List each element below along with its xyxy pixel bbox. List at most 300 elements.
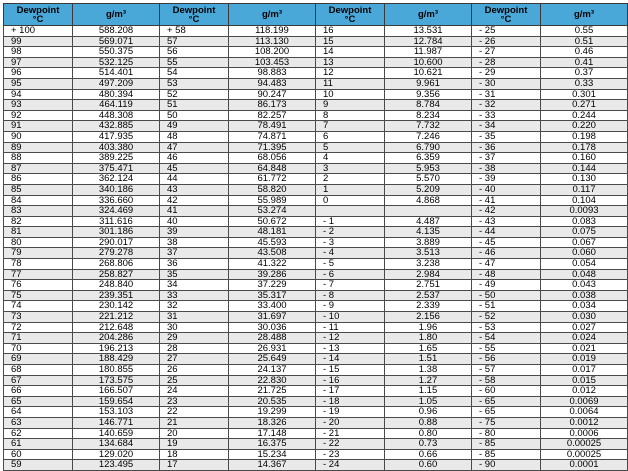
grams-per-cubic-meter-cell: 4.487 <box>385 216 472 227</box>
dewpoint-table-container <box>3 3 602 471</box>
grams-per-cubic-meter-cell: 464.119 <box>73 100 160 111</box>
grams-per-cubic-meter-cell: 0.244 <box>541 110 628 121</box>
dewpoint-cell: 16 <box>316 26 385 37</box>
dewpoint-cell: 13 <box>316 57 385 68</box>
dewpoint-cell: - 24 <box>316 460 385 471</box>
grams-per-cubic-meter-cell: 569.071 <box>73 36 160 47</box>
grams-per-cubic-meter-cell: 0.067 <box>541 237 628 248</box>
grams-per-cubic-meter-cell: 98.883 <box>229 68 316 79</box>
dewpoint-cell: 39 <box>160 227 229 238</box>
grams-per-cubic-meter-cell: 5.209 <box>385 184 472 195</box>
dewpoint-cell: 95 <box>4 78 73 89</box>
grams-per-cubic-meter-cell: 362.124 <box>73 174 160 185</box>
grams-per-cubic-meter-cell: 301.186 <box>73 227 160 238</box>
grams-per-cubic-meter-cell: 0.41 <box>541 57 628 68</box>
dewpoint-cell: 71 <box>4 333 73 344</box>
grams-per-cubic-meter-cell: 4.868 <box>385 195 472 206</box>
dewpoint-cell: 25 <box>160 375 229 386</box>
grams-per-cubic-meter-cell: 432.885 <box>73 121 160 132</box>
table-row <box>4 386 628 397</box>
dewpoint-cell: 21 <box>160 417 229 428</box>
dewpoint-cell: 99 <box>4 36 73 47</box>
dewpoint-cell: - 17 <box>316 386 385 397</box>
dewpoint-cell: - 33 <box>472 110 541 121</box>
dewpoint-cell: 52 <box>160 89 229 100</box>
grams-per-cubic-meter-cell: 0.00025 <box>541 449 628 460</box>
table-row <box>4 417 628 428</box>
grams-per-cubic-meter-cell: 12.784 <box>385 36 472 47</box>
dewpoint-cell: 50 <box>160 110 229 121</box>
header-unit: °C <box>188 13 200 25</box>
dewpoint-cell: 35 <box>160 269 229 280</box>
grams-per-cubic-meter-cell: 0.271 <box>541 100 628 111</box>
dewpoint-cell: 40 <box>160 216 229 227</box>
dewpoint-cell: 84 <box>4 195 73 206</box>
table-row <box>4 47 628 58</box>
dewpoint-cell: - 60 <box>472 386 541 397</box>
dewpoint-cell: - 52 <box>472 312 541 323</box>
header-grams-per-cubic-meter <box>73 4 160 26</box>
grams-per-cubic-meter-cell: 41.322 <box>229 259 316 270</box>
grams-per-cubic-meter-cell: 196.213 <box>73 343 160 354</box>
dewpoint-cell: - 39 <box>472 174 541 185</box>
grams-per-cubic-meter-cell: 123.495 <box>73 460 160 471</box>
dewpoint-cell: 19 <box>160 439 229 450</box>
header-grams-per-cubic-meter <box>385 4 472 26</box>
table-row <box>4 449 628 460</box>
grams-per-cubic-meter-cell: 68.056 <box>229 153 316 164</box>
grams-per-cubic-meter-cell: 1.05 <box>385 396 472 407</box>
header-grams-per-cubic-meter <box>229 4 316 26</box>
grams-per-cubic-meter-cell: 268.806 <box>73 259 160 270</box>
table-row <box>4 121 628 132</box>
header-label: Dewpoint <box>172 4 216 16</box>
dewpoint-cell: 32 <box>160 301 229 312</box>
grams-per-cubic-meter-cell: 4.135 <box>385 227 472 238</box>
grams-per-cubic-meter-cell: 448.308 <box>73 110 160 121</box>
dewpoint-cell: 3 <box>316 163 385 174</box>
grams-per-cubic-meter-cell: 0.46 <box>541 47 628 58</box>
grams-per-cubic-meter-cell: 480.394 <box>73 89 160 100</box>
grams-per-cubic-meter-cell: 188.429 <box>73 354 160 365</box>
dewpoint-cell: - 31 <box>472 89 541 100</box>
grams-per-cubic-meter-cell: 1.96 <box>385 322 472 333</box>
grams-per-cubic-meter-cell: 61.772 <box>229 174 316 185</box>
grams-per-cubic-meter-cell: 7.246 <box>385 131 472 142</box>
grams-per-cubic-meter-cell: 417.935 <box>73 131 160 142</box>
grams-per-cubic-meter-cell: 10.600 <box>385 57 472 68</box>
table-row <box>4 174 628 185</box>
dewpoint-cell: - 11 <box>316 322 385 333</box>
dewpoint-cell: 60 <box>4 449 73 460</box>
dewpoint-cell: - 27 <box>472 47 541 58</box>
dewpoint-cell: 5 <box>316 142 385 153</box>
dewpoint-cell: 49 <box>160 121 229 132</box>
grams-per-cubic-meter-cell: 0.117 <box>541 184 628 195</box>
table-row <box>4 216 628 227</box>
dewpoint-cell: - 9 <box>316 301 385 312</box>
grams-per-cubic-meter-cell: 1.51 <box>385 354 472 365</box>
table-row <box>4 36 628 47</box>
grams-per-cubic-meter-cell: 71.395 <box>229 142 316 153</box>
dewpoint-cell: 20 <box>160 428 229 439</box>
grams-per-cubic-meter-cell: 15.234 <box>229 449 316 460</box>
dewpoint-cell: - 41 <box>472 195 541 206</box>
dewpoint-cell: 90 <box>4 131 73 142</box>
dewpoint-cell: - 51 <box>472 301 541 312</box>
grams-per-cubic-meter-cell: 389.225 <box>73 153 160 164</box>
dewpoint-cell: - 75 <box>472 417 541 428</box>
grams-per-cubic-meter-cell: 1.15 <box>385 386 472 397</box>
grams-per-cubic-meter-cell: 0.0006 <box>541 428 628 439</box>
dewpoint-cell: - 15 <box>316 365 385 376</box>
table-row <box>4 68 628 79</box>
dewpoint-cell: 74 <box>4 301 73 312</box>
dewpoint-cell: 85 <box>4 184 73 195</box>
grams-per-cubic-meter-cell: 37.229 <box>229 280 316 291</box>
dewpoint-cell: 68 <box>4 365 73 376</box>
grams-per-cubic-meter-cell: 0.66 <box>385 449 472 460</box>
header-label: g/m³ <box>261 9 283 20</box>
grams-per-cubic-meter-cell: 9.961 <box>385 78 472 89</box>
dewpoint-cell: - 58 <box>472 375 541 386</box>
dewpoint-cell: - 6 <box>316 269 385 280</box>
dewpoint-cell: 92 <box>4 110 73 121</box>
grams-per-cubic-meter-cell: 10.621 <box>385 68 472 79</box>
dewpoint-cell: - 40 <box>472 184 541 195</box>
table-row <box>4 396 628 407</box>
grams-per-cubic-meter-cell: 0.060 <box>541 248 628 259</box>
table-row <box>4 110 628 121</box>
header-label: g/m³ <box>573 9 595 20</box>
header-label: Dewpoint <box>16 4 60 16</box>
dewpoint-cell: - 43 <box>472 216 541 227</box>
grams-per-cubic-meter-cell: 3.513 <box>385 248 472 259</box>
table-row <box>4 237 628 248</box>
dewpoint-cell: - 45 <box>472 237 541 248</box>
header-grams-per-cubic-meter <box>541 4 628 26</box>
grams-per-cubic-meter-cell: 0.88 <box>385 417 472 428</box>
dewpoint-cell: 88 <box>4 153 73 164</box>
grams-per-cubic-meter-cell: 90.247 <box>229 89 316 100</box>
grams-per-cubic-meter-cell: 0.0069 <box>541 396 628 407</box>
dewpoint-cell: 31 <box>160 312 229 323</box>
grams-per-cubic-meter-cell: 336.660 <box>73 195 160 206</box>
dewpoint-cell: 65 <box>4 396 73 407</box>
grams-per-cubic-meter-cell: 258.827 <box>73 269 160 280</box>
dewpoint-cell: - 26 <box>472 36 541 47</box>
dewpoint-cell: 57 <box>160 36 229 47</box>
dewpoint-cell: 67 <box>4 375 73 386</box>
grams-per-cubic-meter-cell: 11.987 <box>385 47 472 58</box>
dewpoint-cell: 96 <box>4 68 73 79</box>
dewpoint-cell: 23 <box>160 396 229 407</box>
grams-per-cubic-meter-cell: 0.0001 <box>541 460 628 471</box>
dewpoint-cell: - 19 <box>316 407 385 418</box>
dewpoint-cell: 38 <box>160 237 229 248</box>
dewpoint-cell: 11 <box>316 78 385 89</box>
dewpoint-cell: 63 <box>4 417 73 428</box>
table-row <box>4 333 628 344</box>
grams-per-cubic-meter-cell: 14.367 <box>229 460 316 471</box>
grams-per-cubic-meter-cell: 0.73 <box>385 439 472 450</box>
grams-per-cubic-meter-cell: 134.684 <box>73 439 160 450</box>
grams-per-cubic-meter-cell: 30.036 <box>229 322 316 333</box>
dewpoint-cell: - 16 <box>316 375 385 386</box>
table-row <box>4 269 628 280</box>
grams-per-cubic-meter-cell: 0.80 <box>385 428 472 439</box>
header-dewpoint <box>160 4 229 26</box>
header-unit: °C <box>32 13 44 25</box>
table-row <box>4 322 628 333</box>
grams-per-cubic-meter-cell: 25.649 <box>229 354 316 365</box>
grams-per-cubic-meter-cell: 48.181 <box>229 227 316 238</box>
table-row <box>4 375 628 386</box>
grams-per-cubic-meter-cell: 1.80 <box>385 333 472 344</box>
grams-per-cubic-meter-cell: 140.659 <box>73 428 160 439</box>
dewpoint-cell: - 42 <box>472 206 541 217</box>
grams-per-cubic-meter-cell: 103.453 <box>229 57 316 68</box>
grams-per-cubic-meter-cell: 5.953 <box>385 163 472 174</box>
dewpoint-cell: 30 <box>160 322 229 333</box>
grams-per-cubic-meter-cell: 39.286 <box>229 269 316 280</box>
grams-per-cubic-meter-cell: 24.137 <box>229 365 316 376</box>
grams-per-cubic-meter-cell: 0.60 <box>385 460 472 471</box>
dewpoint-cell: - 36 <box>472 142 541 153</box>
grams-per-cubic-meter-cell: 0.017 <box>541 365 628 376</box>
table-row <box>4 131 628 142</box>
grams-per-cubic-meter-cell: 1.65 <box>385 343 472 354</box>
header-label: g/m³ <box>417 9 439 20</box>
dewpoint-cell: 7 <box>316 121 385 132</box>
dewpoint-cell: - 65 <box>472 396 541 407</box>
grams-per-cubic-meter-cell: 55.989 <box>229 195 316 206</box>
dewpoint-cell: 9 <box>316 100 385 111</box>
table-row <box>4 206 628 217</box>
grams-per-cubic-meter-cell: 45.593 <box>229 237 316 248</box>
dewpoint-cell: - 44 <box>472 227 541 238</box>
dewpoint-cell: 14 <box>316 47 385 58</box>
dewpoint-cell: - 29 <box>472 68 541 79</box>
dewpoint-cell: - 32 <box>472 100 541 111</box>
table-row <box>4 290 628 301</box>
grams-per-cubic-meter-cell: 0.96 <box>385 407 472 418</box>
dewpoint-cell: 93 <box>4 100 73 111</box>
table-header <box>4 4 628 26</box>
dewpoint-cell: 34 <box>160 280 229 291</box>
grams-per-cubic-meter-cell: 180.855 <box>73 365 160 376</box>
grams-per-cubic-meter-cell: 64.848 <box>229 163 316 174</box>
dewpoint-cell: 73 <box>4 312 73 323</box>
dewpoint-cell: - 53 <box>472 322 541 333</box>
header-dewpoint <box>472 4 541 26</box>
grams-per-cubic-meter-cell: 13.531 <box>385 26 472 37</box>
grams-per-cubic-meter-cell: 0.51 <box>541 36 628 47</box>
dewpoint-cell: 43 <box>160 184 229 195</box>
grams-per-cubic-meter-cell: 324.469 <box>73 206 160 217</box>
dewpoint-cell: - 12 <box>316 333 385 344</box>
dewpoint-cell: - 80 <box>472 428 541 439</box>
table-row <box>4 142 628 153</box>
grams-per-cubic-meter-cell: 221.212 <box>73 312 160 323</box>
grams-per-cubic-meter-cell: 311.616 <box>73 216 160 227</box>
dewpoint-cell: - 1 <box>316 216 385 227</box>
grams-per-cubic-meter-cell: 2.984 <box>385 269 472 280</box>
dewpoint-cell: 6 <box>316 131 385 142</box>
dewpoint-cell: - 25 <box>472 26 541 37</box>
grams-per-cubic-meter-cell: 532.125 <box>73 57 160 68</box>
grams-per-cubic-meter-cell: 58.820 <box>229 184 316 195</box>
dewpoint-cell: 29 <box>160 333 229 344</box>
table-row <box>4 343 628 354</box>
grams-per-cubic-meter-cell: 113.130 <box>229 36 316 47</box>
dewpoint-cell: 64 <box>4 407 73 418</box>
dewpoint-cell: - 18 <box>316 396 385 407</box>
dewpoint-cell: - 65 <box>472 407 541 418</box>
grams-per-cubic-meter-cell: 118.199 <box>229 26 316 37</box>
table-row <box>4 301 628 312</box>
grams-per-cubic-meter-cell: 31.697 <box>229 312 316 323</box>
table-row <box>4 100 628 111</box>
dewpoint-cell: - 54 <box>472 333 541 344</box>
grams-per-cubic-meter-cell: 3.238 <box>385 259 472 270</box>
header-dewpoint <box>316 4 385 26</box>
header-label: Dewpoint <box>484 4 528 16</box>
dewpoint-cell: + 58 <box>160 26 229 37</box>
table-row <box>4 407 628 418</box>
dewpoint-cell: - 5 <box>316 259 385 270</box>
dewpoint-cell: 76 <box>4 280 73 291</box>
grams-per-cubic-meter-cell: 6.790 <box>385 142 472 153</box>
dewpoint-cell: 78 <box>4 259 73 270</box>
dewpoint-cell: - 23 <box>316 449 385 460</box>
grams-per-cubic-meter-cell: 0.048 <box>541 269 628 280</box>
dewpoint-cell: - 85 <box>472 439 541 450</box>
grams-per-cubic-meter-cell: 0.075 <box>541 227 628 238</box>
grams-per-cubic-meter-cell: 2.156 <box>385 312 472 323</box>
grams-per-cubic-meter-cell: 0.015 <box>541 375 628 386</box>
dewpoint-cell: 15 <box>316 36 385 47</box>
grams-per-cubic-meter-cell: 16.375 <box>229 439 316 450</box>
grams-per-cubic-meter-cell: 173.575 <box>73 375 160 386</box>
grams-per-cubic-meter-cell: 2.751 <box>385 280 472 291</box>
grams-per-cubic-meter-cell: 0.0012 <box>541 417 628 428</box>
dewpoint-cell: 26 <box>160 365 229 376</box>
grams-per-cubic-meter-cell: 0.144 <box>541 163 628 174</box>
dewpoint-cell: 48 <box>160 131 229 142</box>
dewpoint-cell: 55 <box>160 57 229 68</box>
grams-per-cubic-meter-cell: 279.278 <box>73 248 160 259</box>
dewpoint-cell: 51 <box>160 100 229 111</box>
grams-per-cubic-meter-cell: 94.483 <box>229 78 316 89</box>
dewpoint-cell: - 14 <box>316 354 385 365</box>
table-row <box>4 312 628 323</box>
grams-per-cubic-meter-cell: 0.301 <box>541 89 628 100</box>
grams-per-cubic-meter-cell: 7.732 <box>385 121 472 132</box>
grams-per-cubic-meter-cell: 550.375 <box>73 47 160 58</box>
grams-per-cubic-meter-cell: 0.178 <box>541 142 628 153</box>
table-row <box>4 57 628 68</box>
grams-per-cubic-meter-cell: 22.830 <box>229 375 316 386</box>
grams-per-cubic-meter-cell: 74.871 <box>229 131 316 142</box>
dewpoint-cell: 17 <box>160 460 229 471</box>
grams-per-cubic-meter-cell: 248.840 <box>73 280 160 291</box>
dewpoint-cell: 89 <box>4 142 73 153</box>
dewpoint-cell: - 37 <box>472 153 541 164</box>
dewpoint-cell: 37 <box>160 248 229 259</box>
grams-per-cubic-meter-cell: 82.257 <box>229 110 316 121</box>
grams-per-cubic-meter-cell: 230.142 <box>73 301 160 312</box>
dewpoint-cell: 86 <box>4 174 73 185</box>
dewpoint-cell: - 21 <box>316 428 385 439</box>
grams-per-cubic-meter-cell: 514.401 <box>73 68 160 79</box>
grams-per-cubic-meter-cell: 53.274 <box>229 206 316 217</box>
dewpoint-cell: - 57 <box>472 365 541 376</box>
dewpoint-cell: + 100 <box>4 26 73 37</box>
grams-per-cubic-meter-cell: 0.33 <box>541 78 628 89</box>
dewpoint-cell: - 46 <box>472 248 541 259</box>
grams-per-cubic-meter-cell: 0.0064 <box>541 407 628 418</box>
grams-per-cubic-meter-cell: 1.38 <box>385 365 472 376</box>
table-row <box>4 280 628 291</box>
grams-per-cubic-meter-cell: 19.299 <box>229 407 316 418</box>
dewpoint-cell: 24 <box>160 386 229 397</box>
dewpoint-cell: - 30 <box>472 78 541 89</box>
dewpoint-cell: - 35 <box>472 131 541 142</box>
grams-per-cubic-meter-cell: 166.507 <box>73 386 160 397</box>
dewpoint-cell: - 4 <box>316 248 385 259</box>
dewpoint-cell: - 3 <box>316 237 385 248</box>
grams-per-cubic-meter-cell: 403.380 <box>73 142 160 153</box>
grams-per-cubic-meter-cell: 8.234 <box>385 110 472 121</box>
grams-per-cubic-meter-cell: 86.173 <box>229 100 316 111</box>
grams-per-cubic-meter-cell: 340.186 <box>73 184 160 195</box>
table-row <box>4 428 628 439</box>
grams-per-cubic-meter-cell: 0.198 <box>541 131 628 142</box>
dewpoint-cell: 61 <box>4 439 73 450</box>
dewpoint-cell: - 34 <box>472 121 541 132</box>
dewpoint-cell: 1 <box>316 184 385 195</box>
grams-per-cubic-meter-cell: 18.326 <box>229 417 316 428</box>
dewpoint-cell: - 20 <box>316 417 385 428</box>
grams-per-cubic-meter-cell: 0.55 <box>541 26 628 37</box>
dewpoint-cell: 91 <box>4 121 73 132</box>
grams-per-cubic-meter-cell: 2.339 <box>385 301 472 312</box>
dewpoint-cell: 54 <box>160 68 229 79</box>
dewpoint-cell: 79 <box>4 248 73 259</box>
grams-per-cubic-meter-cell: 0.104 <box>541 195 628 206</box>
header-row <box>4 4 628 26</box>
dewpoint-cell: 59 <box>4 460 73 471</box>
dewpoint-cell: 56 <box>160 47 229 58</box>
grams-per-cubic-meter-cell: 0.019 <box>541 354 628 365</box>
grams-per-cubic-meter-cell: 204.286 <box>73 333 160 344</box>
grams-per-cubic-meter-cell: 0.012 <box>541 386 628 397</box>
grams-per-cubic-meter-cell: 0.021 <box>541 343 628 354</box>
grams-per-cubic-meter-cell: 8.784 <box>385 100 472 111</box>
grams-per-cubic-meter-cell: 0.160 <box>541 153 628 164</box>
grams-per-cubic-meter-cell: 153.103 <box>73 407 160 418</box>
dewpoint-cell: 72 <box>4 322 73 333</box>
grams-per-cubic-meter-cell: 0.034 <box>541 301 628 312</box>
table-row <box>4 365 628 376</box>
dewpoint-cell: - 49 <box>472 280 541 291</box>
table-row <box>4 184 628 195</box>
dewpoint-cell: 75 <box>4 290 73 301</box>
table-row <box>4 460 628 471</box>
dewpoint-cell: 53 <box>160 78 229 89</box>
grams-per-cubic-meter-cell: 28.488 <box>229 333 316 344</box>
